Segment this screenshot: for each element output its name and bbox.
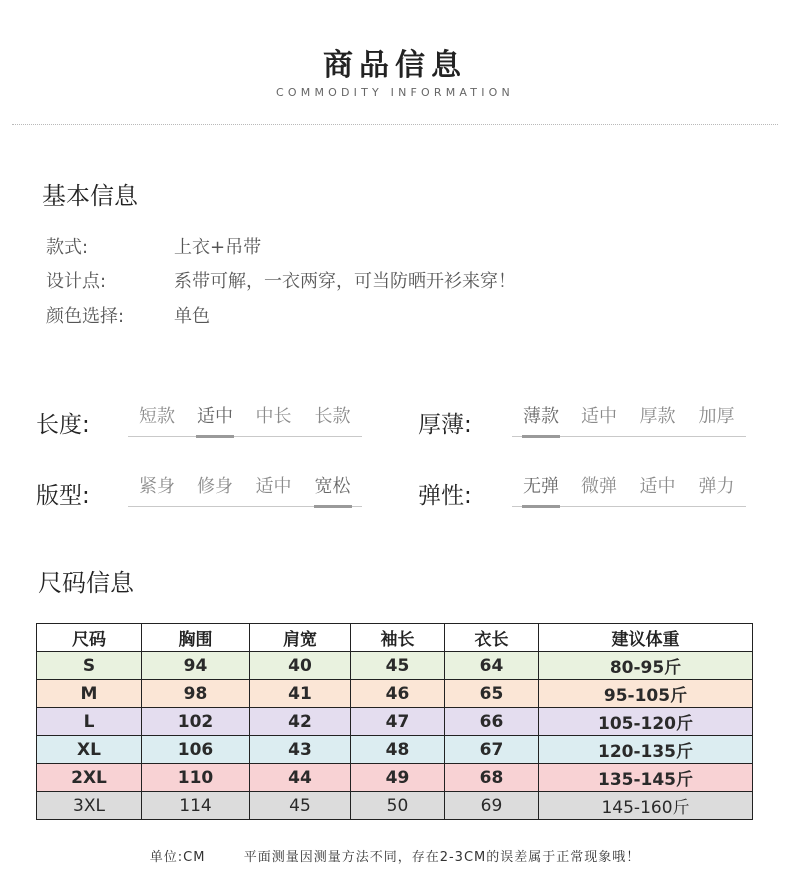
table-cell: 114 <box>142 792 250 820</box>
size-table <box>36 623 753 820</box>
info-value: 系带可解，一衣两穿，可当防晒开衫来穿！ <box>174 271 516 292</box>
thickness-options <box>512 402 746 437</box>
table-cell: 42 <box>250 708 351 736</box>
table-cell: 45 <box>250 792 351 820</box>
length-option: 短款 <box>139 406 175 427</box>
table-cell: 66 <box>445 708 539 736</box>
column-header: 胸围 <box>142 624 250 652</box>
fit-option: 宽松 <box>303 472 362 506</box>
info-row-design <box>46 269 516 295</box>
length-label: 长度: <box>36 412 90 438</box>
column-header: 尺码 <box>37 624 142 652</box>
table-cell: 69 <box>445 792 539 820</box>
column-header: 肩宽 <box>250 624 351 652</box>
table-cell: 64 <box>445 652 539 680</box>
measurement-note: 平面测量因测量方法不同，存在2-3CM的误差属于正常现象哦！ <box>243 850 641 865</box>
table-row <box>37 652 753 680</box>
table-cell: 95-105斤 <box>539 680 753 708</box>
table-cell: 94 <box>142 652 250 680</box>
table-cell: 80-95斤 <box>539 652 753 680</box>
table-cell: 120-135斤 <box>539 736 753 764</box>
info-key: 设计点: <box>46 271 107 292</box>
table-cell: 68 <box>445 764 539 792</box>
table-cell: 135-145斤 <box>539 764 753 792</box>
table-cell: 49 <box>351 764 445 792</box>
table-cell: 102 <box>142 708 250 736</box>
table-header-row <box>37 624 753 652</box>
table-cell: 46 <box>351 680 445 708</box>
table-cell: 44 <box>250 764 351 792</box>
unit-text: 单位:CM <box>149 850 206 865</box>
length-option: 适中 <box>186 402 244 436</box>
elasticity-option: 无弹 <box>512 472 570 506</box>
info-value: 上衣+吊带 <box>174 237 262 258</box>
table-cell: 65 <box>445 680 539 708</box>
table-row <box>37 708 753 736</box>
table-cell: L <box>37 708 142 736</box>
info-key: 颜色选择: <box>46 306 125 327</box>
table-cell: 41 <box>250 680 351 708</box>
fit-option: 修身 <box>197 476 233 497</box>
table-cell: 110 <box>142 764 250 792</box>
fit-option: 紧身 <box>139 476 175 497</box>
footnote <box>0 846 790 865</box>
length-option: 中长 <box>255 406 292 427</box>
fit-options <box>128 472 362 507</box>
basic-info-heading: 基本信息 <box>42 182 138 210</box>
table-cell: 145-160斤 <box>539 792 753 820</box>
length-option: 长款 <box>314 406 351 427</box>
table-cell: S <box>37 652 142 680</box>
thickness-label: 厚薄: <box>418 412 472 438</box>
table-cell: 105-120斤 <box>539 708 753 736</box>
table-cell: 40 <box>250 652 351 680</box>
elasticity-label: 弹性: <box>418 483 472 509</box>
elasticity-option: 微弹 <box>581 476 617 497</box>
info-value: 单色 <box>174 306 210 327</box>
thickness-option: 薄款 <box>512 402 570 436</box>
column-header: 袖长 <box>351 624 445 652</box>
table-row <box>37 680 753 708</box>
table-cell: 98 <box>142 680 250 708</box>
length-options <box>128 402 362 437</box>
page-title: 商品信息 <box>323 48 467 83</box>
fit-option: 适中 <box>255 476 292 497</box>
table-cell: XL <box>37 736 142 764</box>
table-cell: 50 <box>351 792 445 820</box>
table-cell: 3XL <box>37 792 142 820</box>
dotted-divider <box>12 124 778 125</box>
table-cell: 106 <box>142 736 250 764</box>
table-row <box>37 736 753 764</box>
column-header: 建议体重 <box>539 624 753 652</box>
page-subtitle: COMMODITY INFORMATION <box>276 86 514 99</box>
elasticity-option: 弹力 <box>698 476 735 497</box>
table-cell: 45 <box>351 652 445 680</box>
size-info-heading: 尺码信息 <box>38 569 134 597</box>
table-cell: 43 <box>250 736 351 764</box>
table-row <box>37 792 753 820</box>
thickness-option: 适中 <box>581 406 617 427</box>
table-cell: M <box>37 680 142 708</box>
table-cell: 48 <box>351 736 445 764</box>
table-row <box>37 764 753 792</box>
thickness-option: 加厚 <box>698 406 735 427</box>
elasticity-option: 适中 <box>639 476 676 497</box>
table-cell: 47 <box>351 708 445 736</box>
table-cell: 2XL <box>37 764 142 792</box>
table-cell: 67 <box>445 736 539 764</box>
elasticity-options <box>512 472 746 507</box>
column-header: 衣长 <box>445 624 539 652</box>
info-row-style <box>46 235 261 261</box>
info-row-color <box>46 304 210 330</box>
thickness-option: 厚款 <box>639 406 676 427</box>
fit-label: 版型: <box>36 483 90 509</box>
info-key: 款式: <box>46 237 89 258</box>
